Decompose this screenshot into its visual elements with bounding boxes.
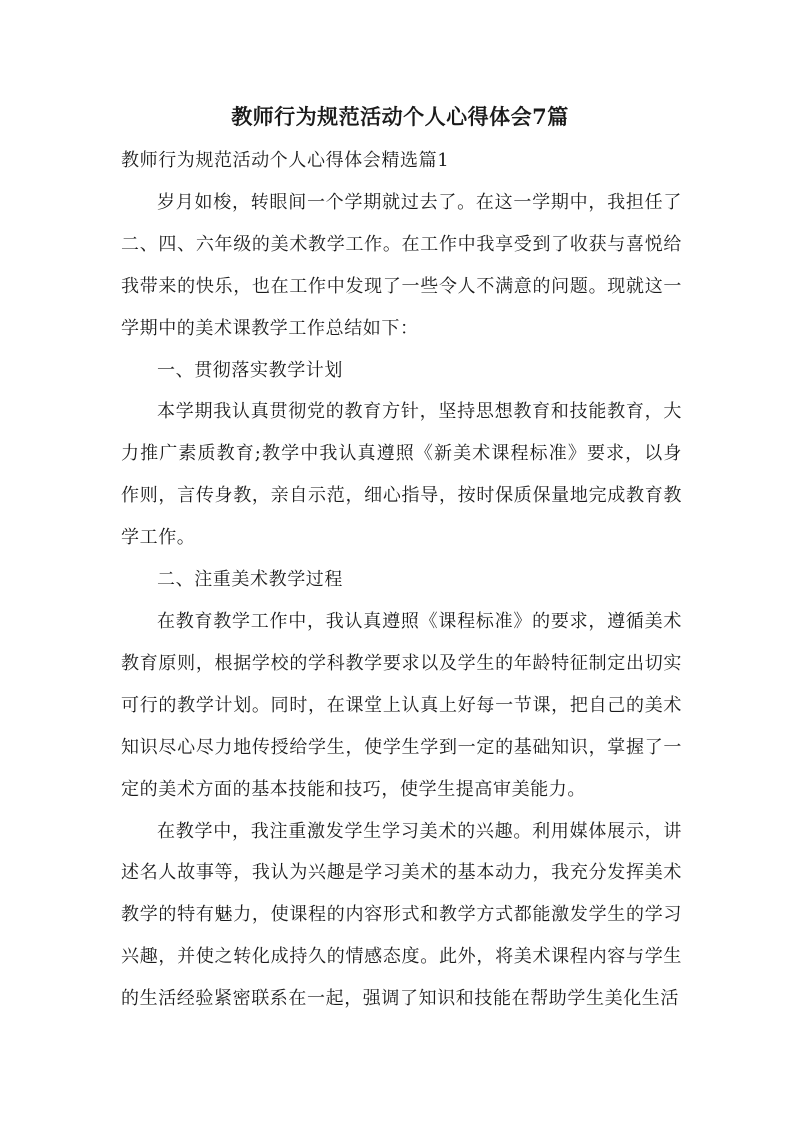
section-heading-1: 一、贯彻落实教学计划	[157, 359, 343, 381]
section-subtitle: 教师行为规范活动个人心得体会精选篇1	[121, 150, 450, 171]
document-title: 教师行为规范活动个人心得体会7篇	[231, 104, 569, 129]
paragraph-plan: 本学期我认真贯彻党的教育方针，坚持思想教育和技能教育，大力推广素质教育;教学中我认真遵照《新美术课程标准》要求，以身作则，言传身教，亲自示范，细心指导，按时保质保量地完成教育教学工作。	[121, 401, 682, 549]
paragraph-interest: 在教学中，我注重激发学生学习美术的兴趣。利用媒体展示，讲述名人故事等，我认为兴趣是学习美术的基本动力，我充分发挥美术教学的特有魅力，使课程的内容形式和教学方式都能激发学生的学习兴趣，并使之转化成持久的情感态度。此外，将美术课程内容与学生的生活经验紧密联系在一起，强调了知识和技能在帮助学生美化生活	[121, 820, 682, 1010]
document-body	[121, 140, 682, 1020]
paragraph-process: 在教育教学工作中，我认真遵照《课程标准》的要求，遵循美术教育原则，根据学校的学科教学要求以及学生的年龄特征制定出切实可行的教学计划。同时，在课堂上认真上好每一节课，把自己的美术知识尽心尽力地传授给学生，使学生学到一定的基础知识，掌握了一定的美术方面的基本技能和技巧，使学生提高审美能力。	[121, 610, 682, 800]
paragraph-intro: 岁月如梭，转眼间一个学期就过去了。在这一学期中，我担任了二、四、六年级的美术教学工作。在工作中我享受到了收获与喜悦给我带来的快乐，也在工作中发现了一些令人不满意的问题。现就这一学期中的美术课教学工作总结如下：	[121, 191, 682, 339]
section-heading-2: 二、注重美术教学过程	[157, 569, 343, 591]
